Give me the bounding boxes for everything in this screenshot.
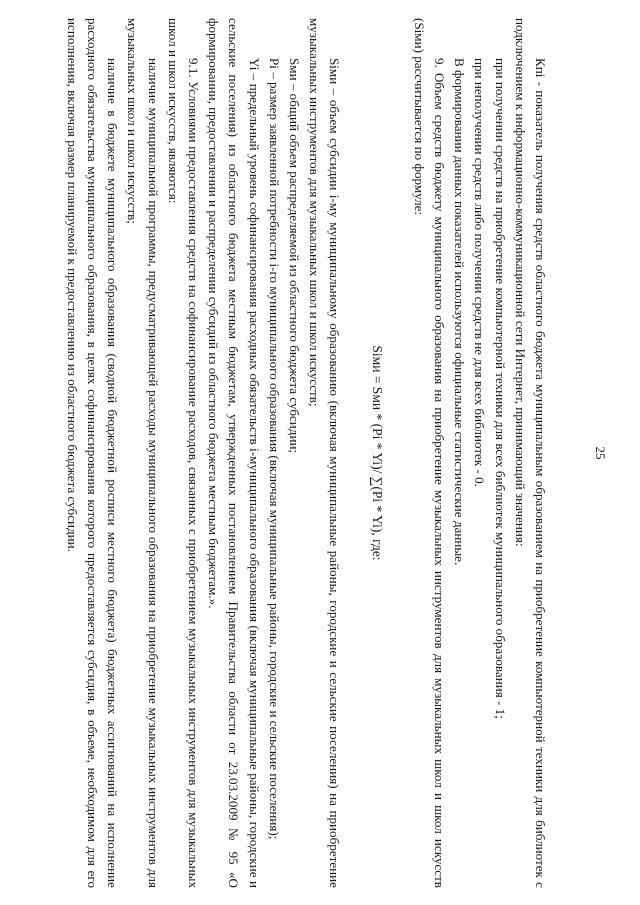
paragraph-yi-definition: Yi – предельный уровень софинансирования расходных обязательств i-муниципального образования (включая муниципальные районы, городские и сельские поселения) из областного бюджета местным бюджетам, утвержденных постановлением Правительства области от 23.03.2009 № 95 «О формировании, предоставлении и распределении субсидий из областного бюджета местным бюджетам.». (206, 18, 262, 888)
paragraph-condition-program: наличие муниципальной программы, предусматривающей расходы муниципального образования на приобретение музыкальных инструментов для музыкальных школ и школ искусств; (125, 18, 161, 888)
paragraph-statistics-note: В формировании данных показателей используются официальные статистические данные. (452, 58, 468, 566)
paragraph-section-9-1: 9.1. Условиями предоставления средств на софинансирование расходов, связанных с приобретением музыкальных инструментов для музыкальных школ и школ искусств, являются: (165, 18, 201, 888)
paragraph-value-zero: при неполучении средств либо получении средств не для всех библиотек - 0. (472, 58, 488, 487)
rotated-text-block (64, 18, 610, 888)
paragraph-section-9: 9. Объем средств бюджету муниципального образования на приобретение музыкальных инструментов для музыкальных школ и школ искусств (Siми) рассчитывается по формуле: (411, 18, 447, 888)
paragraph-pi-definition: Pi – размер заявленной потребности i-го муниципального образования (включая муниципальные районы, городские и сельские поселения); (266, 58, 282, 840)
formula: Siми = Sми * (Pi * Yi)/ ∑(Pi * Yi), где: (369, 345, 385, 561)
paragraph-kpi-definition: Кпi - показатель получения средств областного бюджета муниципальным образованием на приобретение компьютерной техники для библиотек с подключением к информационно-коммуникационной сети Интернет, принимающий значения: (512, 18, 548, 888)
paragraph-condition-budget: наличие в бюджете муниципального образования (сводной бюджетной росписи местного бюджета) бюджетных ассигнований на исполнение расходного обязательства муниципального образования, в целях софинансирования которого предоставляется субсидия, в объеме, необходимом для его исполнения, включая размер планируемой к предоставлению из областного бюджета субсидии. (64, 18, 121, 888)
paragraph-simi-definition: Siми – объем субсидии i-му муниципальному образованию (включая муниципальные районы, городские и сельские поселения) на приобретение музыкальных инструментов для музыкальных школ и школ искусств; (307, 18, 343, 888)
page-number: 25 (593, 446, 608, 460)
paragraph-smi-definition: Sми – общий объем распределяемой из областного бюджета субсидии; (286, 58, 302, 454)
paragraph-value-one: при получении средств на приобретение компьютерной техники для всех библиотек муниципального образования - 1; (492, 58, 508, 719)
